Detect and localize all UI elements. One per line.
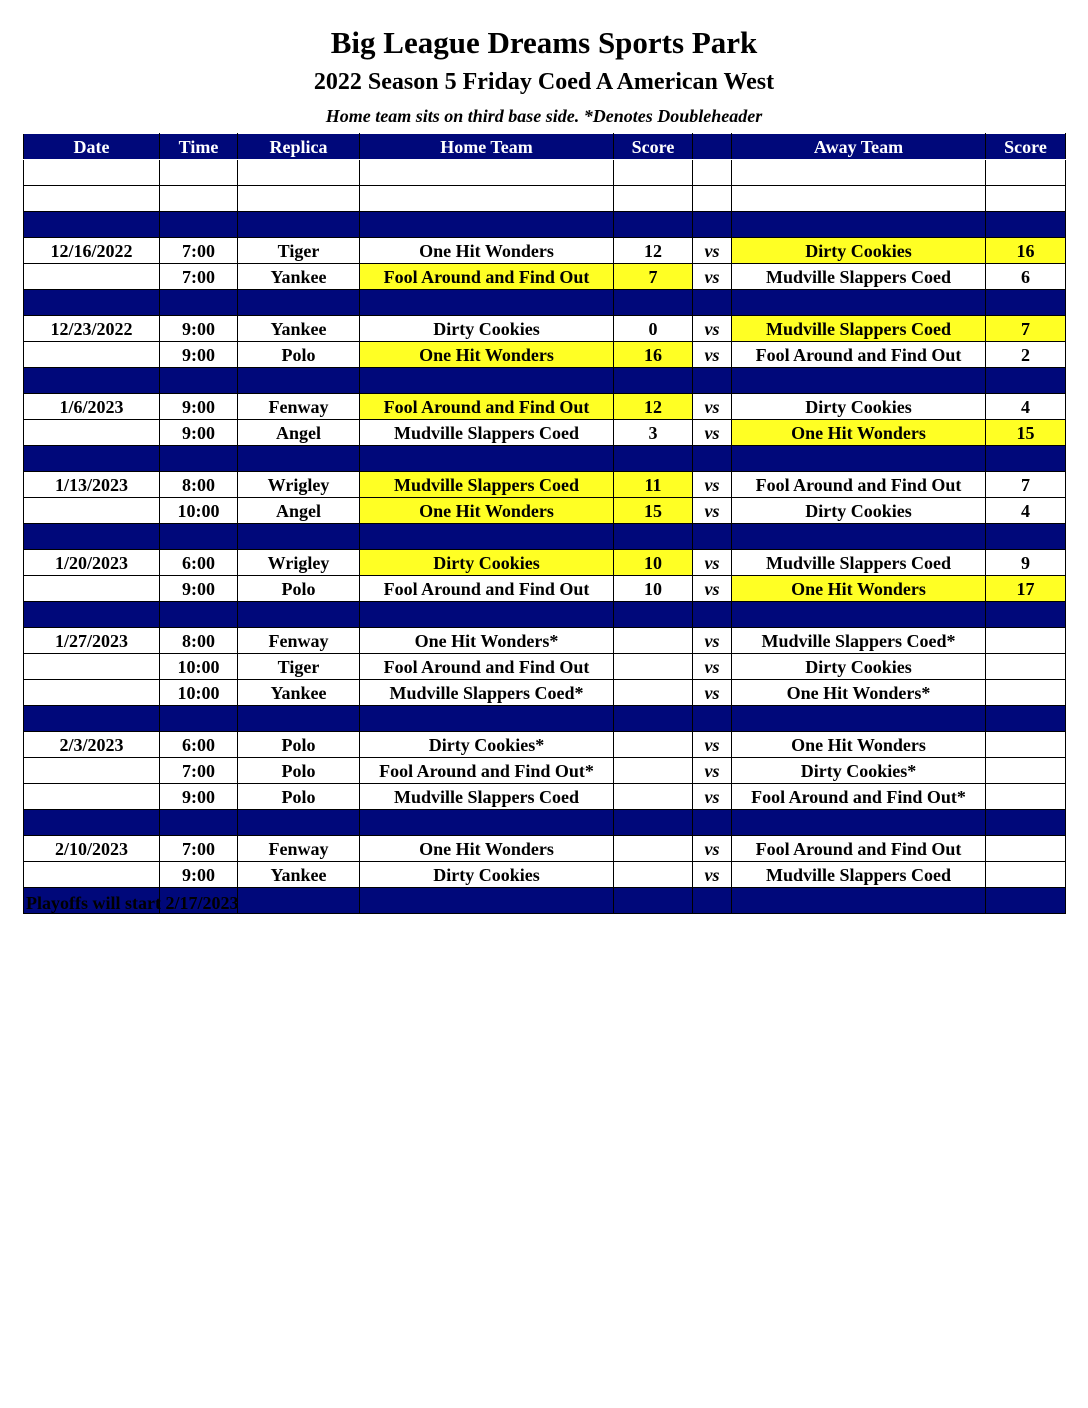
- cell-away-score: 4: [986, 394, 1066, 420]
- col-header-replica: Replica: [238, 134, 360, 160]
- cell-away-score: 9: [986, 550, 1066, 576]
- separator-cell: [160, 810, 238, 836]
- cell-date: 12/23/2022: [24, 316, 160, 342]
- cell-replica: Polo: [238, 758, 360, 784]
- cell-time: 9:00: [160, 862, 238, 888]
- separator-cell: [693, 888, 732, 914]
- cell-date: [24, 420, 160, 446]
- cell-home: Fool Around and Find Out: [360, 264, 614, 290]
- separator-cell: [238, 524, 360, 550]
- game-row: [24, 654, 1066, 680]
- separator-cell: [614, 446, 693, 472]
- separator-cell: [160, 602, 238, 628]
- separator-cell: [24, 446, 160, 472]
- cell-away: Dirty Cookies*: [732, 758, 986, 784]
- cell-date: [24, 342, 160, 368]
- separator-cell: [732, 524, 986, 550]
- cell-time: 7:00: [160, 238, 238, 264]
- schedule-body: [24, 160, 1066, 914]
- separator-cell: [238, 368, 360, 394]
- cell-home-score: 0: [614, 316, 693, 342]
- cell-date: [24, 654, 160, 680]
- separator-cell: [238, 290, 360, 316]
- game-row: [24, 628, 1066, 654]
- week-separator-row: [24, 368, 1066, 394]
- cell-away-score: [986, 732, 1066, 758]
- cell-time: 9:00: [160, 316, 238, 342]
- separator-cell: [732, 446, 986, 472]
- separator-cell: [614, 212, 693, 238]
- cell-date: [24, 862, 160, 888]
- cell-away-score: [986, 654, 1066, 680]
- separator-cell: [693, 706, 732, 732]
- cell-away: Dirty Cookies: [732, 654, 986, 680]
- cell-home: Dirty Cookies: [360, 316, 614, 342]
- separator-cell: [732, 368, 986, 394]
- cell-home: Fool Around and Find Out: [360, 394, 614, 420]
- week-separator-row: [24, 290, 1066, 316]
- cell-away: Fool Around and Find Out: [732, 836, 986, 862]
- cell-home: One Hit Wonders: [360, 498, 614, 524]
- cell-replica: Fenway: [238, 394, 360, 420]
- cell-replica: Polo: [238, 342, 360, 368]
- cell-time: 10:00: [160, 654, 238, 680]
- separator-cell: [614, 810, 693, 836]
- game-row: [24, 680, 1066, 706]
- cell-date: 1/13/2023: [24, 472, 160, 498]
- cell-date: 1/6/2023: [24, 394, 160, 420]
- page-title: Big League Dreams Sports Park: [330, 25, 758, 60]
- cell-away-score: [986, 680, 1066, 706]
- game-row: [24, 238, 1066, 264]
- cell-away: Fool Around and Find Out*: [732, 784, 986, 810]
- separator-cell: [360, 368, 614, 394]
- game-row: [24, 862, 1066, 888]
- week-separator-row: [24, 706, 1066, 732]
- separator-cell: [614, 524, 693, 550]
- blank-row: [24, 160, 1066, 186]
- cell-date: 12/16/2022: [24, 238, 160, 264]
- cell-time: 9:00: [160, 576, 238, 602]
- cell-date: 2/10/2023: [24, 836, 160, 862]
- cell-away: Mudville Slappers Coed: [732, 316, 986, 342]
- game-row: [24, 498, 1066, 524]
- cell-home: Fool Around and Find Out*: [360, 758, 614, 784]
- cell-replica: Yankee: [238, 862, 360, 888]
- cell-date: 2/3/2023: [24, 732, 160, 758]
- cell-away: Mudville Slappers Coed: [732, 550, 986, 576]
- cell-vs: vs: [693, 264, 732, 290]
- cell-away: Fool Around and Find Out: [732, 472, 986, 498]
- cell-time: 9:00: [160, 342, 238, 368]
- separator-cell: [24, 524, 160, 550]
- blank-cell: [238, 186, 360, 212]
- separator-cell: [986, 602, 1066, 628]
- separator-cell: [160, 706, 238, 732]
- separator-cell: [238, 212, 360, 238]
- separator-cell: [160, 368, 238, 394]
- col-header-time: Time: [160, 134, 238, 160]
- separator-cell: [986, 446, 1066, 472]
- cell-vs: vs: [693, 342, 732, 368]
- separator-cell: [160, 290, 238, 316]
- separator-cell: [360, 810, 614, 836]
- blank-cell: [732, 186, 986, 212]
- cell-replica: Fenway: [238, 628, 360, 654]
- cell-replica: Yankee: [238, 316, 360, 342]
- separator-cell: [732, 706, 986, 732]
- blank-cell: [24, 186, 160, 212]
- separator-cell: [238, 706, 360, 732]
- cell-home-score: 11: [614, 472, 693, 498]
- page-subtitle: 2022 Season 5 Friday Coed A American West: [313, 69, 775, 95]
- separator-cell: [986, 810, 1066, 836]
- col-header-date: Date: [24, 134, 160, 160]
- week-separator-row: [24, 524, 1066, 550]
- cell-away: One Hit Wonders*: [732, 680, 986, 706]
- cell-home-score: [614, 862, 693, 888]
- blank-cell: [986, 160, 1066, 186]
- cell-time: 7:00: [160, 264, 238, 290]
- blank-cell: [986, 186, 1066, 212]
- separator-cell: [614, 602, 693, 628]
- blank-cell: [238, 160, 360, 186]
- cell-away-score: [986, 758, 1066, 784]
- cell-time: 7:00: [160, 836, 238, 862]
- cell-replica: Tiger: [238, 238, 360, 264]
- separator-cell: [986, 368, 1066, 394]
- cell-replica: Angel: [238, 498, 360, 524]
- separator-cell: [693, 524, 732, 550]
- week-separator-row: [24, 810, 1066, 836]
- game-row: [24, 576, 1066, 602]
- separator-cell: [360, 602, 614, 628]
- col-header-vs: [693, 134, 732, 160]
- game-row: [24, 394, 1066, 420]
- cell-time: 8:00: [160, 472, 238, 498]
- cell-away-score: [986, 628, 1066, 654]
- separator-cell: [360, 212, 614, 238]
- separator-cell: [360, 706, 614, 732]
- cell-date: [24, 680, 160, 706]
- blank-cell: [360, 160, 614, 186]
- cell-time: 9:00: [160, 420, 238, 446]
- cell-away-score: [986, 862, 1066, 888]
- separator-cell: [360, 888, 614, 914]
- cell-away-score: [986, 836, 1066, 862]
- separator-cell: [24, 810, 160, 836]
- cell-vs: vs: [693, 238, 732, 264]
- cell-away: Fool Around and Find Out: [732, 342, 986, 368]
- separator-cell: [986, 524, 1066, 550]
- separator-cell: [986, 888, 1066, 914]
- week-separator-row: [24, 212, 1066, 238]
- separator-cell: [614, 368, 693, 394]
- separator-cell: [986, 706, 1066, 732]
- blank-cell: [160, 186, 238, 212]
- separator-cell: [360, 524, 614, 550]
- game-row: [24, 472, 1066, 498]
- separator-cell: [732, 212, 986, 238]
- separator-cell: [693, 290, 732, 316]
- cell-replica: Wrigley: [238, 472, 360, 498]
- cell-replica: Wrigley: [238, 550, 360, 576]
- separator-cell: [24, 290, 160, 316]
- separator-cell: [693, 212, 732, 238]
- cell-home-score: 12: [614, 394, 693, 420]
- col-header-away-score: Score: [986, 134, 1066, 160]
- cell-home: Mudville Slappers Coed: [360, 784, 614, 810]
- separator-cell: [24, 368, 160, 394]
- cell-replica: Polo: [238, 784, 360, 810]
- cell-home-score: 15: [614, 498, 693, 524]
- cell-vs: vs: [693, 732, 732, 758]
- separator-cell: [986, 290, 1066, 316]
- cell-date: [24, 576, 160, 602]
- separator-cell: [24, 602, 160, 628]
- header-row: [24, 134, 1066, 160]
- cell-date: [24, 758, 160, 784]
- blank-row: [24, 186, 1066, 212]
- separator-cell: [24, 706, 160, 732]
- cell-away-score: 17: [986, 576, 1066, 602]
- separator-cell: [238, 602, 360, 628]
- cell-away-score: 4: [986, 498, 1066, 524]
- separator-cell: [614, 706, 693, 732]
- col-header-home-team: Home Team: [360, 134, 614, 160]
- cell-home-score: 12: [614, 238, 693, 264]
- separator-cell: [693, 446, 732, 472]
- cell-away: Mudville Slappers Coed*: [732, 628, 986, 654]
- cell-home: Fool Around and Find Out: [360, 576, 614, 602]
- separator-cell: [693, 810, 732, 836]
- cell-home-score: 16: [614, 342, 693, 368]
- game-row: [24, 784, 1066, 810]
- cell-home-score: [614, 680, 693, 706]
- cell-home: One Hit Wonders: [360, 836, 614, 862]
- col-header-away-team: Away Team: [732, 134, 986, 160]
- cell-vs: vs: [693, 784, 732, 810]
- game-row: [24, 550, 1066, 576]
- game-row: [24, 316, 1066, 342]
- cell-time: 6:00: [160, 732, 238, 758]
- cell-away: One Hit Wonders: [732, 576, 986, 602]
- cell-away: Mudville Slappers Coed: [732, 862, 986, 888]
- cell-away: One Hit Wonders: [732, 732, 986, 758]
- separator-cell: [24, 212, 160, 238]
- separator-cell: [614, 290, 693, 316]
- blank-cell: [614, 186, 693, 212]
- separator-cell: [238, 810, 360, 836]
- cell-home: Mudville Slappers Coed: [360, 472, 614, 498]
- cell-away: Mudville Slappers Coed: [732, 264, 986, 290]
- separator-cell: [238, 446, 360, 472]
- separator-cell: [732, 810, 986, 836]
- cell-time: 10:00: [160, 680, 238, 706]
- blank-cell: [693, 186, 732, 212]
- cell-vs: vs: [693, 628, 732, 654]
- cell-vs: vs: [693, 316, 732, 342]
- cell-away: Dirty Cookies: [732, 238, 986, 264]
- cell-away-score: 16: [986, 238, 1066, 264]
- cell-vs: vs: [693, 680, 732, 706]
- separator-cell: [238, 888, 360, 914]
- cell-time: 9:00: [160, 394, 238, 420]
- separator-cell: [360, 290, 614, 316]
- col-header-home-score: Score: [614, 134, 693, 160]
- cell-home-score: 3: [614, 420, 693, 446]
- cell-home-score: [614, 758, 693, 784]
- cell-away-score: 7: [986, 316, 1066, 342]
- separator-cell: [160, 446, 238, 472]
- cell-home-score: 7: [614, 264, 693, 290]
- schedule-table: [23, 133, 1066, 914]
- game-row: [24, 732, 1066, 758]
- cell-vs: vs: [693, 862, 732, 888]
- cell-replica: Yankee: [238, 680, 360, 706]
- cell-home: Dirty Cookies: [360, 550, 614, 576]
- cell-replica: Polo: [238, 576, 360, 602]
- cell-home: One Hit Wonders: [360, 238, 614, 264]
- cell-home: Fool Around and Find Out: [360, 654, 614, 680]
- cell-home-score: 10: [614, 550, 693, 576]
- separator-cell: [360, 446, 614, 472]
- cell-vs: vs: [693, 576, 732, 602]
- cell-home-score: [614, 654, 693, 680]
- cell-away-score: 6: [986, 264, 1066, 290]
- game-row: [24, 420, 1066, 446]
- cell-home: One Hit Wonders*: [360, 628, 614, 654]
- cell-replica: Polo: [238, 732, 360, 758]
- cell-away-score: 15: [986, 420, 1066, 446]
- game-row: [24, 836, 1066, 862]
- cell-vs: vs: [693, 836, 732, 862]
- separator-cell: [732, 888, 986, 914]
- cell-time: 6:00: [160, 550, 238, 576]
- cell-home: Mudville Slappers Coed: [360, 420, 614, 446]
- cell-vs: vs: [693, 758, 732, 784]
- blank-cell: [160, 160, 238, 186]
- cell-replica: Angel: [238, 420, 360, 446]
- blank-cell: [732, 160, 986, 186]
- cell-away-score: 2: [986, 342, 1066, 368]
- cell-away: Dirty Cookies: [732, 498, 986, 524]
- cell-date: 1/20/2023: [24, 550, 160, 576]
- cell-home-score: [614, 628, 693, 654]
- separator-cell: [986, 212, 1066, 238]
- game-row: [24, 758, 1066, 784]
- cell-home: Mudville Slappers Coed*: [360, 680, 614, 706]
- cell-replica: Tiger: [238, 654, 360, 680]
- blank-cell: [614, 160, 693, 186]
- cell-vs: vs: [693, 420, 732, 446]
- blank-cell: [693, 160, 732, 186]
- cell-away: One Hit Wonders: [732, 420, 986, 446]
- cell-replica: Yankee: [238, 264, 360, 290]
- separator-cell: [160, 212, 238, 238]
- cell-away-score: 7: [986, 472, 1066, 498]
- cell-vs: vs: [693, 498, 732, 524]
- cell-replica: Fenway: [238, 836, 360, 862]
- week-separator-row: [24, 446, 1066, 472]
- separator-cell: [693, 602, 732, 628]
- separator-cell: [732, 290, 986, 316]
- separator-cell: [160, 524, 238, 550]
- cell-date: [24, 498, 160, 524]
- separator-cell: [614, 888, 693, 914]
- cell-home-score: [614, 732, 693, 758]
- cell-home-score: [614, 784, 693, 810]
- cell-date: [24, 784, 160, 810]
- game-row: [24, 342, 1066, 368]
- cell-home-score: [614, 836, 693, 862]
- cell-time: 9:00: [160, 784, 238, 810]
- cell-vs: vs: [693, 472, 732, 498]
- page-note: Home team sits on third base side. *Denotes Doubleheader: [325, 106, 763, 126]
- playoffs-note: Playoffs will start 2/17/2023: [26, 893, 239, 913]
- cell-away-score: [986, 784, 1066, 810]
- cell-time: 8:00: [160, 628, 238, 654]
- cell-date: [24, 264, 160, 290]
- week-separator-row: [24, 602, 1066, 628]
- cell-time: 10:00: [160, 498, 238, 524]
- cell-date: 1/27/2023: [24, 628, 160, 654]
- separator-cell: [693, 368, 732, 394]
- cell-vs: vs: [693, 394, 732, 420]
- separator-cell: [732, 602, 986, 628]
- cell-vs: vs: [693, 550, 732, 576]
- blank-cell: [24, 160, 160, 186]
- cell-home: One Hit Wonders: [360, 342, 614, 368]
- cell-away: Dirty Cookies: [732, 394, 986, 420]
- cell-home: Dirty Cookies*: [360, 732, 614, 758]
- cell-home: Dirty Cookies: [360, 862, 614, 888]
- blank-cell: [360, 186, 614, 212]
- cell-vs: vs: [693, 654, 732, 680]
- cell-time: 7:00: [160, 758, 238, 784]
- cell-home-score: 10: [614, 576, 693, 602]
- game-row: [24, 264, 1066, 290]
